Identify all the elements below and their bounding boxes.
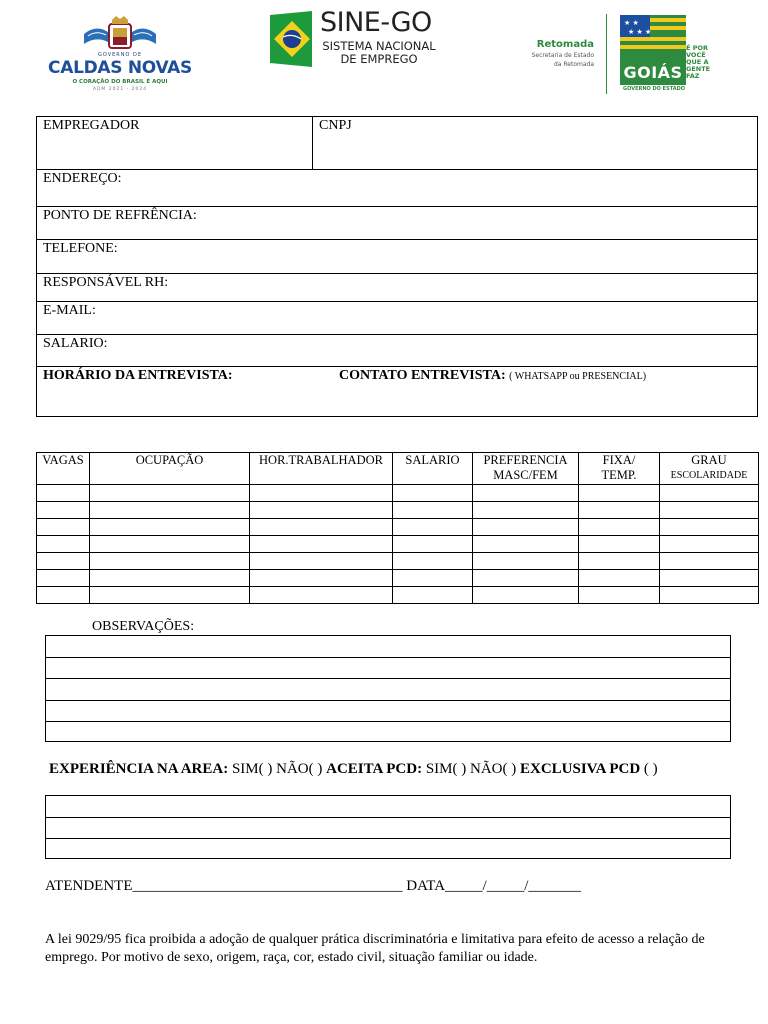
atendente-field[interactable]: ____________________________________ <box>132 878 403 894</box>
caldas-slogan: O CORAÇÃO DO BRASIL É AQUI <box>72 79 168 85</box>
aceita-pcd-label: ACEITA PCD: <box>326 761 423 777</box>
table-row <box>37 553 759 570</box>
table-cell[interactable] <box>90 570 250 587</box>
empregador-field[interactable]: EMPREGADOR <box>43 118 140 133</box>
table-cell[interactable] <box>579 587 660 604</box>
goias-divider <box>606 14 607 94</box>
table-cell[interactable] <box>660 519 759 536</box>
form-divider <box>37 239 757 240</box>
observacoes-box <box>45 635 731 742</box>
table-cell[interactable] <box>37 587 90 604</box>
col-ocupacao: OCUPAÇÃO <box>90 453 250 485</box>
col-grau-escolaridade: GRAU ESCOLARIDADE <box>660 453 759 485</box>
sine-go-logo <box>270 8 442 70</box>
table-cell[interactable] <box>90 519 250 536</box>
form-divider <box>37 334 757 335</box>
contato-opcoes: ( WHATSAPP ou PRESENCIAL) <box>509 371 647 382</box>
table-cell[interactable] <box>473 502 579 519</box>
caldas-gov-text: GOVERNO DE <box>97 52 143 58</box>
table-cell[interactable] <box>473 536 579 553</box>
table-row <box>37 570 759 587</box>
col-salario: SALARIO <box>393 453 473 485</box>
table-cell[interactable] <box>250 536 393 553</box>
table-row <box>37 502 759 519</box>
salario-field[interactable]: SALARIO: <box>43 336 108 351</box>
goias-word: GOIÁS <box>623 63 683 82</box>
ponto-referencia-field[interactable]: PONTO DE REFRÊNCIA: <box>43 208 197 223</box>
responsavel-rh-field[interactable]: RESPONSÁVEL RH: <box>43 275 169 290</box>
table-cell[interactable] <box>90 485 250 502</box>
table-cell[interactable] <box>250 570 393 587</box>
ruled-line[interactable] <box>46 678 730 679</box>
aceita-pcd-options[interactable]: SIM( ) NÃO( ) <box>425 761 517 777</box>
data-label: DATA <box>406 878 446 894</box>
table-cell[interactable] <box>393 519 473 536</box>
law-notice: A lei 9029/95 fica proibida a adoção de qualquer prática discriminatória e limitativa para efeito de acesso a relação de emprego. Por motivo de sexo, origem, raça, cor, estado civil, situação familiar ou idade. <box>45 932 705 965</box>
table-cell[interactable] <box>579 502 660 519</box>
svg-text:★ ★ ★: ★ ★ ★ <box>628 28 652 36</box>
retomada-line2: da Retomada <box>553 61 594 68</box>
table-cell[interactable] <box>250 502 393 519</box>
caldas-name: CALDAS NOVAS <box>48 58 192 78</box>
sine-subtitle-line2: DE EMPREGO <box>340 52 418 66</box>
table-cell[interactable] <box>90 502 250 519</box>
endereco-field[interactable]: ENDEREÇO: <box>43 171 122 186</box>
atendente-label: ATENDENTE <box>45 878 133 894</box>
table-row <box>37 536 759 553</box>
table-cell[interactable] <box>393 485 473 502</box>
exclusiva-pcd-option[interactable]: ( ) <box>643 761 658 777</box>
ruled-line[interactable] <box>46 657 730 658</box>
table-cell[interactable] <box>37 502 90 519</box>
table-cell[interactable] <box>90 536 250 553</box>
table-cell[interactable] <box>579 536 660 553</box>
caldas-crest-icon <box>82 14 158 52</box>
table-cell[interactable] <box>250 553 393 570</box>
caldas-adm: ADM 2021 - 2024 <box>92 87 148 92</box>
sine-title: SINE-GO <box>320 7 432 38</box>
table-cell[interactable] <box>393 570 473 587</box>
col-vagas: VAGAS <box>37 453 90 485</box>
table-cell[interactable] <box>473 553 579 570</box>
ruled-line[interactable] <box>46 721 730 722</box>
form-divider <box>37 169 757 170</box>
telefone-field[interactable]: TELEFONE: <box>43 241 118 256</box>
table-cell[interactable] <box>250 587 393 604</box>
table-cell[interactable] <box>660 536 759 553</box>
table-cell[interactable] <box>393 587 473 604</box>
table-cell[interactable] <box>473 485 579 502</box>
table-cell[interactable] <box>393 502 473 519</box>
exclusiva-pcd-label: EXCLUSIVA PCD <box>520 761 641 777</box>
table-cell[interactable] <box>660 570 759 587</box>
table-cell[interactable] <box>37 485 90 502</box>
horario-entrevista-field[interactable]: HORÁRIO DA ENTREVISTA: <box>43 368 233 383</box>
email-field[interactable]: E-MAIL: <box>43 303 96 318</box>
ruled-line[interactable] <box>46 700 730 701</box>
table-row <box>37 485 759 502</box>
cnpj-field[interactable]: CNPJ <box>319 118 352 133</box>
employer-form <box>36 116 758 417</box>
ruled-line[interactable] <box>46 817 730 818</box>
table-cell[interactable] <box>37 570 90 587</box>
extra-notes-box <box>45 795 731 859</box>
col-fixa-temp: FIXA/ TEMP. <box>579 453 660 485</box>
table-cell[interactable] <box>579 570 660 587</box>
caldas-novas-logo <box>44 14 196 94</box>
table-cell[interactable] <box>473 587 579 604</box>
goias-gov-text: GOVERNO DO ESTADO <box>623 86 685 92</box>
table-cell[interactable] <box>579 485 660 502</box>
form-divider <box>37 366 757 367</box>
form-divider <box>37 301 757 302</box>
table-cell[interactable] <box>37 536 90 553</box>
table-row <box>37 519 759 536</box>
table-cell[interactable] <box>579 519 660 536</box>
atendente-line <box>45 877 581 895</box>
table-cell[interactable] <box>90 553 250 570</box>
table-row <box>37 587 759 604</box>
goias-logo <box>522 12 722 96</box>
table-cell[interactable] <box>660 553 759 570</box>
table-cell[interactable] <box>393 536 473 553</box>
retomada-line1: Secretaria de Estado <box>531 52 594 59</box>
table-cell[interactable] <box>90 587 250 604</box>
table-cell[interactable] <box>393 553 473 570</box>
sine-subtitle-line1: SISTEMA NACIONAL <box>322 39 436 53</box>
col-hor-trabalhador: HOR.TRABALHADOR <box>250 453 393 485</box>
col-preferencia: PREFERENCIA MASC/FEM <box>473 453 579 485</box>
table-cell[interactable] <box>660 587 759 604</box>
table-cell[interactable] <box>660 485 759 502</box>
vagas-table <box>36 452 759 604</box>
observacoes-label: OBSERVAÇÕES: <box>92 619 195 634</box>
ruled-line[interactable] <box>46 838 730 839</box>
experiencia-label: EXPERIÊNCIA NA AREA: <box>49 761 229 777</box>
svg-text:★ ★: ★ ★ <box>624 19 639 27</box>
table-cell[interactable] <box>473 570 579 587</box>
data-field[interactable]: _____/_____/_______ <box>445 878 581 894</box>
form-divider <box>37 273 757 274</box>
form-divider <box>37 206 757 207</box>
experiencia-options[interactable]: SIM( ) NÃO( ) <box>231 761 323 777</box>
experiencia-line <box>49 760 658 778</box>
table-cell[interactable] <box>250 485 393 502</box>
table-cell[interactable] <box>660 502 759 519</box>
table-cell[interactable] <box>37 519 90 536</box>
table-cell[interactable] <box>473 519 579 536</box>
contato-entrevista-field[interactable]: CONTATO ENTREVISTA: ( WHATSAPP ou PRESENCIAL) <box>339 368 647 383</box>
goias-slogan: É POR VOCÊ QUE A GENTE FAZ <box>686 44 711 80</box>
retomada-title: Retomada <box>536 39 594 50</box>
table-cell[interactable] <box>37 553 90 570</box>
brazil-flag-icon <box>270 11 312 67</box>
form-divider <box>312 117 313 169</box>
table-cell[interactable] <box>579 553 660 570</box>
table-cell[interactable] <box>250 519 393 536</box>
